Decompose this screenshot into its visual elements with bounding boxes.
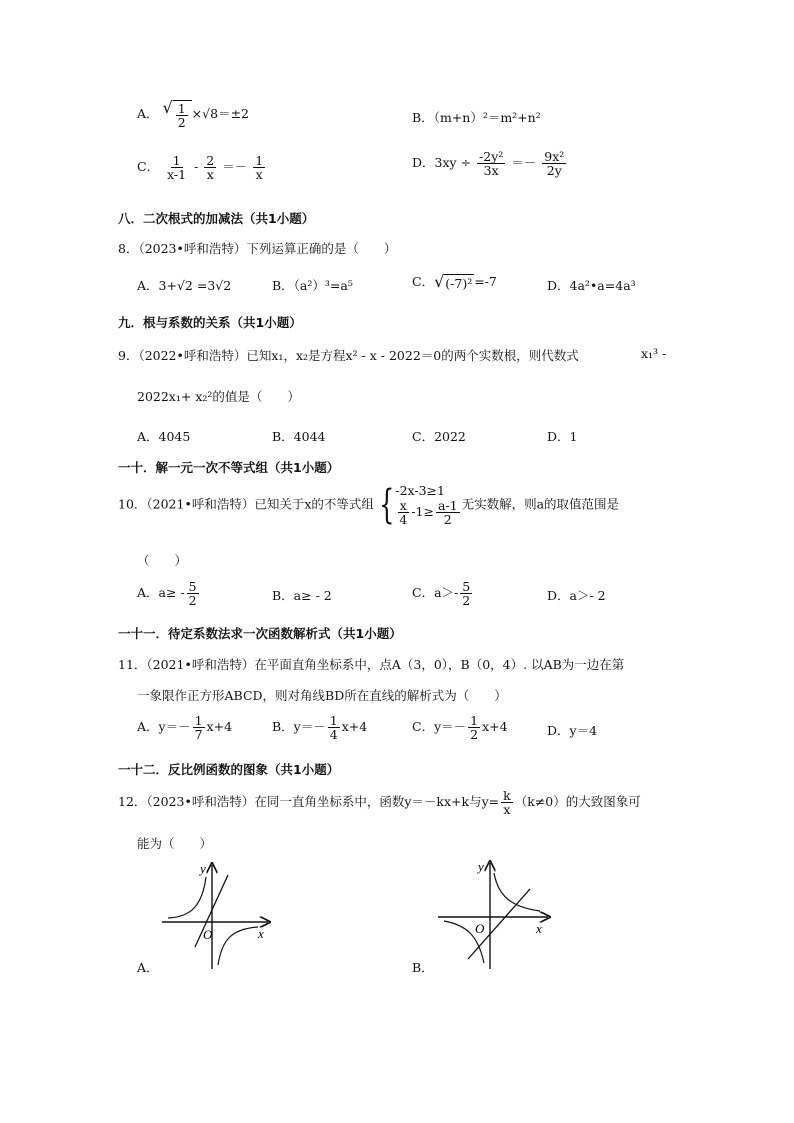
section-heading: 一十一．待定系数法求一次函数解析式（共1小题）	[118, 626, 402, 641]
q7-option-a: A． √ $\frac{1}{2}$ ×√8＝±2	[137, 98, 249, 131]
hyperbola-branch	[218, 927, 258, 965]
section-heading: 八．二次根式的加减法（共1小题）	[118, 211, 315, 226]
question-stem-tail: x₁³ -	[641, 346, 667, 361]
y-axis-label: y	[478, 859, 484, 874]
hyperbola-branch	[168, 877, 206, 918]
q10-option-d: D．a＞- 2	[547, 588, 606, 603]
question-stem-line2: 能为（ ）	[137, 836, 213, 851]
q7-option-c: C． $\frac{1}{x-1}$ - $\frac{2}{x}$ ＝－ $\frac{1}{x}$	[137, 153, 264, 183]
q11-option-d: D．y＝4	[547, 723, 598, 738]
graph-label-b: B．	[412, 960, 434, 975]
question-stem: 12．（2023•呼和浩特）在同一直角坐标系中，函数y＝－kx+k与y= $\frac{k}{x}$ （k≠0）的大致图象可	[118, 788, 641, 818]
question-stem: 8．（2023•呼和浩特）下列运算正确的是（ ）	[118, 241, 397, 256]
section-heading: 九．根与系数的关系（共1小题）	[118, 315, 302, 330]
q11-option-b: B．y＝－ $\frac{1}{4}$ x+4	[272, 713, 368, 743]
y-axis-label: y	[200, 861, 206, 876]
q9-option-b: B．4044	[272, 429, 326, 444]
x-axis-label: x	[536, 921, 542, 936]
q7-option-b: B．（m+n）²＝m²+n²	[412, 110, 541, 125]
q8-option-c: C． √ (-7)² =-7	[412, 272, 497, 291]
q10-option-c: C．a＞- $\frac{5}{2}$	[412, 579, 471, 609]
q9-option-c: C．2022	[412, 429, 466, 444]
q7-option-d: D．3xy ÷ $\frac{\text{-2y²}}{3x}$ ＝－ $\frac{\text{9x²}}{2y}$	[412, 149, 565, 179]
q8-option-d: D．4a²•a=4a³	[547, 278, 636, 293]
q11-option-c: C．y＝－ $\frac{1}{2}$ x+4	[412, 713, 508, 743]
origin-label: O	[203, 927, 213, 942]
q10-option-b: B．a≥ - 2	[272, 588, 332, 603]
q8-option-b: B．（a²）³=a⁵	[272, 278, 353, 293]
q8-option-a: A．3+√2 =3√2	[137, 278, 232, 293]
graph-option-b	[430, 855, 560, 975]
origin-label: O	[475, 921, 485, 936]
question-stem-line2: 2022x₁+ x₂²的值是（ ）	[137, 389, 300, 404]
section-heading: 一十．解一元一次不等式组（共1小题）	[118, 460, 340, 475]
question-stem: 9．（2022•呼和浩特）已知x₁，x₂是方程x² - x - 2022＝0的两个实数根，则代数式	[118, 348, 579, 363]
graph-label-a: A．	[137, 960, 159, 975]
question-stem-line2: （ ）	[137, 553, 188, 568]
graph-option-a	[150, 855, 280, 975]
question-stem: 11．（2021•呼和浩特）在平面直角坐标系中，点A（3，0），B（0，4）. 以AB为一边在第	[118, 657, 625, 672]
q10-option-a: A．a≥ - $\frac{5}{2}$	[137, 579, 197, 609]
q9-option-a: A．4045	[137, 429, 191, 444]
section-heading: 一十二．反比例函数的图象（共1小题）	[118, 762, 340, 777]
question-stem-line2: 一象限作正方形ABCD，则对角线BD所在直线的解析式为（ ）	[137, 688, 507, 703]
q9-option-d: D．1	[547, 429, 578, 444]
question-stem: 10．（2021•呼和浩特）已知关于x的不等式组 { -2x-3≥1 $\frac{x}{4}$ -1≥ $\frac{a-1}{2}$ 无实数解，则a的取值范围是	[118, 481, 620, 528]
x-axis-label: x	[258, 926, 264, 941]
hyperbola-branch	[494, 873, 540, 911]
q11-option-a: A．y＝－ $\frac{1}{7}$ x+4	[137, 713, 233, 743]
